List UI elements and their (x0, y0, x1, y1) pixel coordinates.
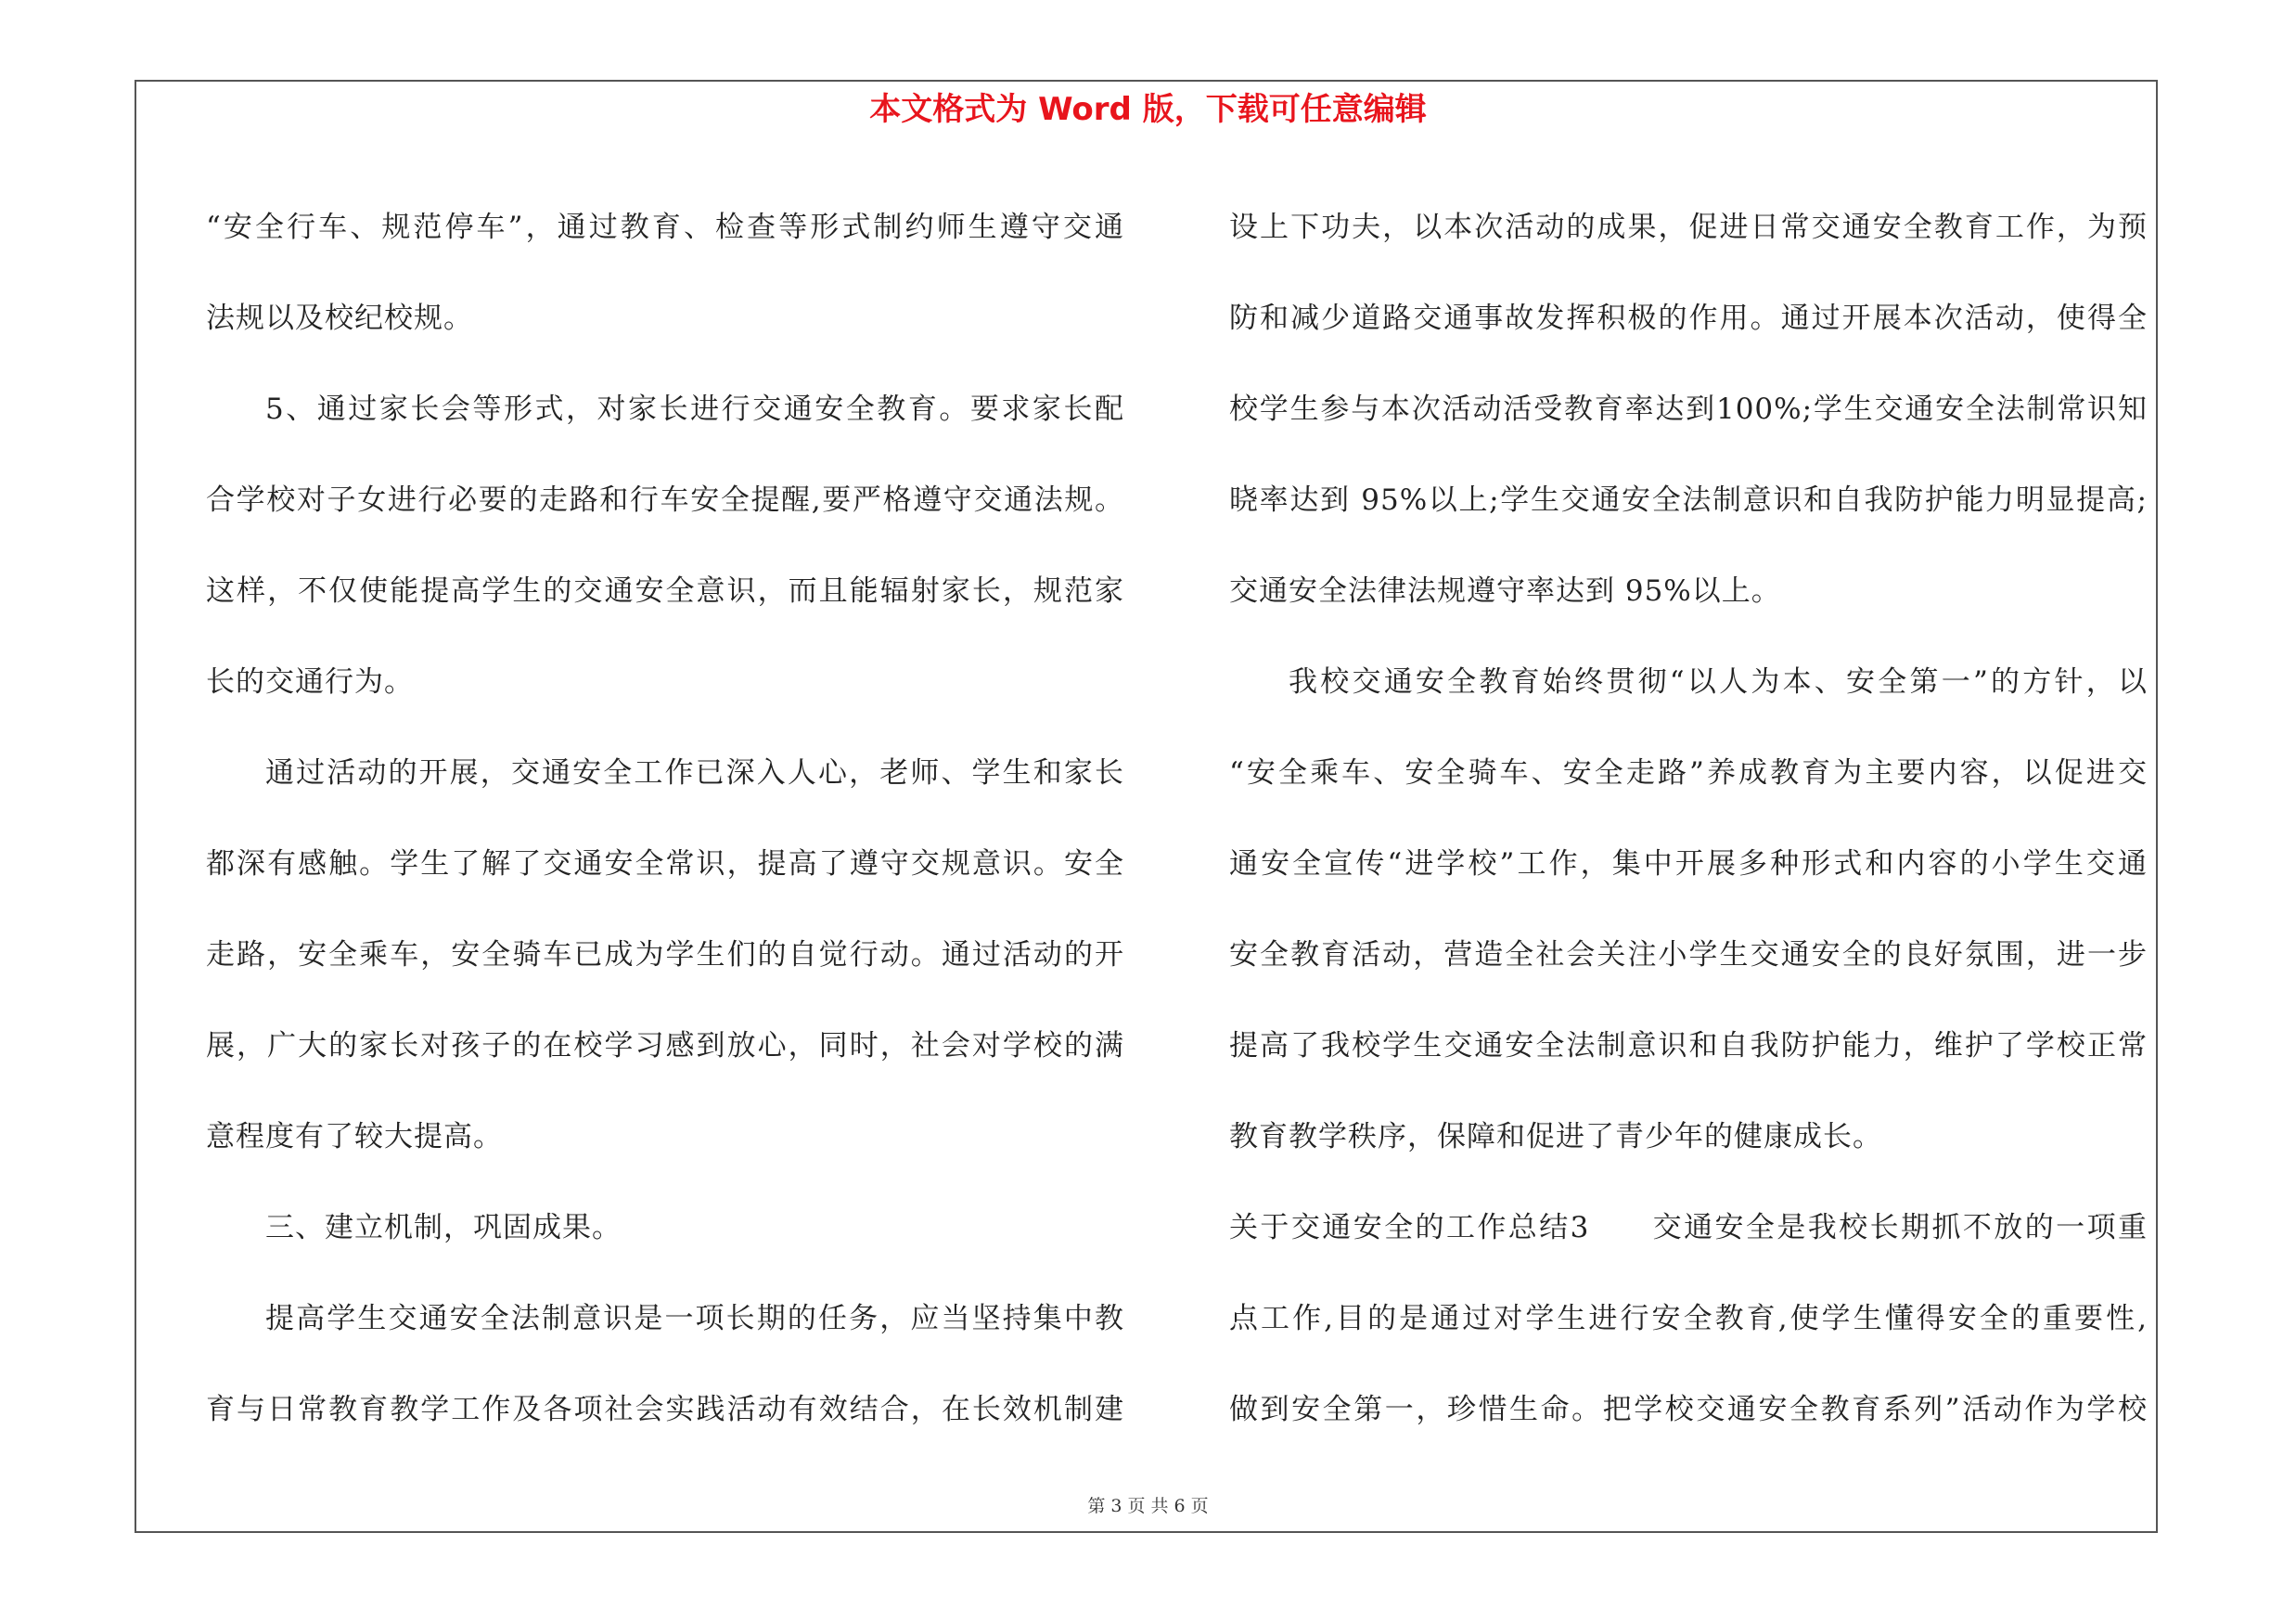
format-banner: 本文格式为 Word 版，下载可任意编辑 (869, 91, 1427, 128)
text-line: 防和减少道路交通事故发挥积极的作用。通过开展本次活动，使得全 (1229, 302, 2148, 335)
text-line: 展，广大的家长对孩子的在校学习感到放心，同时，社会对学校的满 (206, 1029, 1124, 1063)
page-footer: 第 3 页 共 6 页 (1087, 1496, 1209, 1516)
text-line: “安全行车、规范停车”，通过教育、检查等形式制约师生遵守交通 (206, 211, 1124, 244)
right-column (1229, 182, 2148, 1455)
text-line: 都深有感触。学生了解了交通安全常识，提高了遵守交规意识。安全 (206, 847, 1124, 881)
text-line: “安全乘车、安全骑车、安全走路”养成教育为主要内容，以促进交 (1229, 756, 2148, 790)
text-line: 设上下功夫，以本次活动的成果，促进日常交通安全教育工作，为预 (1229, 211, 2148, 244)
left-column (206, 182, 1124, 1455)
text-line: 这样，不仅使能提高学生的交通安全意识，而且能辐射家长，规范家 (206, 574, 1124, 608)
text-line: 提高了我校学生交通安全法制意识和自我防护能力，维护了学校正常 (1229, 1029, 2148, 1063)
text-line: 安全教育活动，营造全社会关注小学生交通安全的良好氛围，进一步 (1229, 938, 2148, 972)
text-line: 点工作,目的是通过对学生进行安全教育,使学生懂得安全的重要性, (1229, 1302, 2148, 1335)
text-line: 意程度有了较大提高。 (206, 1120, 503, 1153)
text-line: 通过活动的开展，交通安全工作已深入人心，老师、学生和家长 (265, 756, 1124, 790)
text-line: 法规以及校纪校规。 (206, 302, 473, 335)
text-line: 做到安全第一，珍惜生命。把学校交通安全教育系列”活动作为学校 (1229, 1393, 2148, 1426)
text-line: 交通安全法律法规遵守率达到 95%以上。 (1229, 574, 1781, 608)
text-line: 三、建立机制，巩固成果。 (265, 1211, 622, 1244)
text-line: 育与日常教育教学工作及各项社会实践活动有效结合，在长效机制建 (206, 1393, 1124, 1426)
text-line: 提高学生交通安全法制意识是一项长期的任务，应当坚持集中教 (265, 1302, 1124, 1335)
text-line: 教育教学秩序，保障和促进了青少年的健康成长。 (1229, 1120, 1882, 1153)
text-line: 通安全宣传“进学校”工作，集中开展多种形式和内容的小学生交通 (1229, 847, 2148, 881)
text-line: 走路，安全乘车，安全骑车已成为学生们的自觉行动。通过活动的开 (206, 938, 1124, 972)
text-line: 晓率达到 95%以上;学生交通安全法制意识和自我防护能力明显提高; (1229, 483, 2148, 517)
text-line: 合学校对子女进行必要的走路和行车安全提醒,要严格遵守交通法规。 (206, 483, 1124, 517)
text-line: 我校交通安全教育始终贯彻“以人为本、安全第一”的方针，以 (1289, 665, 2148, 699)
text-line: 关于交通安全的工作总结3 交通安全是我校长期抓不放的一项重 (1229, 1211, 2148, 1244)
text-line: 5、通过家长会等形式，对家长进行交通安全教育。要求家长配 (265, 393, 1124, 426)
text-line: 长的交通行为。 (206, 665, 414, 699)
text-line: 校学生参与本次活动活受教育率达到100%;学生交通安全法制常识知 (1229, 393, 2148, 426)
